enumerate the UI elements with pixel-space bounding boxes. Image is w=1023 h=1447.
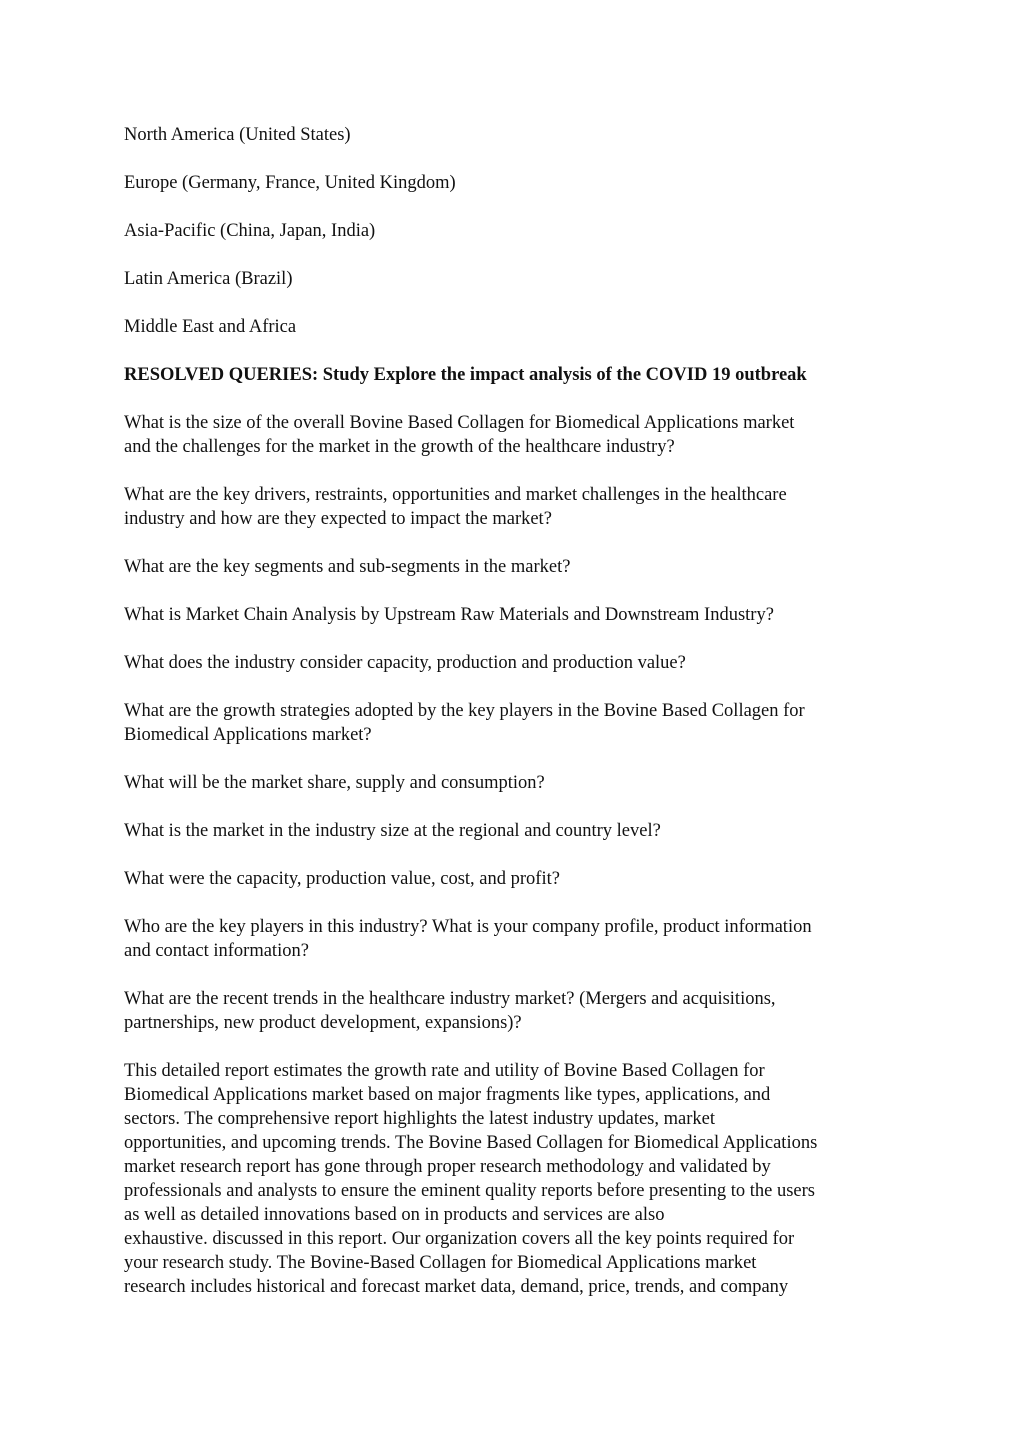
- resolved-queries-heading: RESOLVED QUERIES: Study Explore the impact analysis of the COVID 19 outbreak: [124, 365, 807, 385]
- question-market-share: What will be the market share, supply and consumption?: [124, 773, 545, 793]
- question-growth-strategies: What are the growth strategies adopted by the key players in the Bovine Based Collagen for Biomedical Applications market?: [124, 701, 805, 745]
- region-europe: Europe (Germany, France, United Kingdom): [124, 173, 456, 193]
- question-market-chain: What is Market Chain Analysis by Upstream Raw Materials and Downstream Industry?: [124, 605, 774, 625]
- question-key-drivers: What are the key drivers, restraints, opportunities and market challenges in the healthcare industry and how are they expected to impact the market?: [124, 485, 787, 529]
- question-regional-size: What is the market in the industry size at the regional and country level?: [124, 821, 661, 841]
- question-capacity-profit: What were the capacity, production value, cost, and profit?: [124, 869, 560, 889]
- question-capacity: What does the industry consider capacity, production and production value?: [124, 653, 686, 673]
- question-key-players: Who are the key players in this industry? What is your company profile, product information and contact information?: [124, 917, 812, 961]
- question-key-segments: What are the key segments and sub-segments in the market?: [124, 557, 571, 577]
- document-page: [124, 123, 914, 1299]
- report-summary-paragraph: This detailed report estimates the growth rate and utility of Bovine Based Collagen for Biomedical Applications market based on major fragments like types, applications, and sectors. The comprehensive report highlights the latest industry updates, market opportunities, and upcoming trends. The Bovine Based Collagen for Biomedical Applications market research report has gone through proper research methodology and validated by professionals and analysts to ensure the eminent quality reports before presenting to the users as well as detailed innovations based on in products and services are also exhaustive. discussed in this report. Our organization covers all the key points required for your research study. The Bovine-Based Collagen for Biomedical Applications market research includes historical and forecast market data, demand, price, trends, and company: [124, 1061, 818, 1297]
- region-latin-america: Latin America (Brazil): [124, 269, 293, 289]
- question-recent-trends: What are the recent trends in the healthcare industry market? (Mergers and acquisitions, partnerships, new product development, expansions)?: [124, 989, 776, 1033]
- region-north-america: North America (United States): [124, 125, 351, 145]
- region-middle-east-africa: Middle East and Africa: [124, 317, 297, 337]
- region-asia-pacific: Asia-Pacific (China, Japan, India): [124, 221, 376, 241]
- question-market-size: What is the size of the overall Bovine Based Collagen for Biomedical Applications market and the challenges for the market in the growth of the healthcare industry?: [124, 413, 795, 457]
